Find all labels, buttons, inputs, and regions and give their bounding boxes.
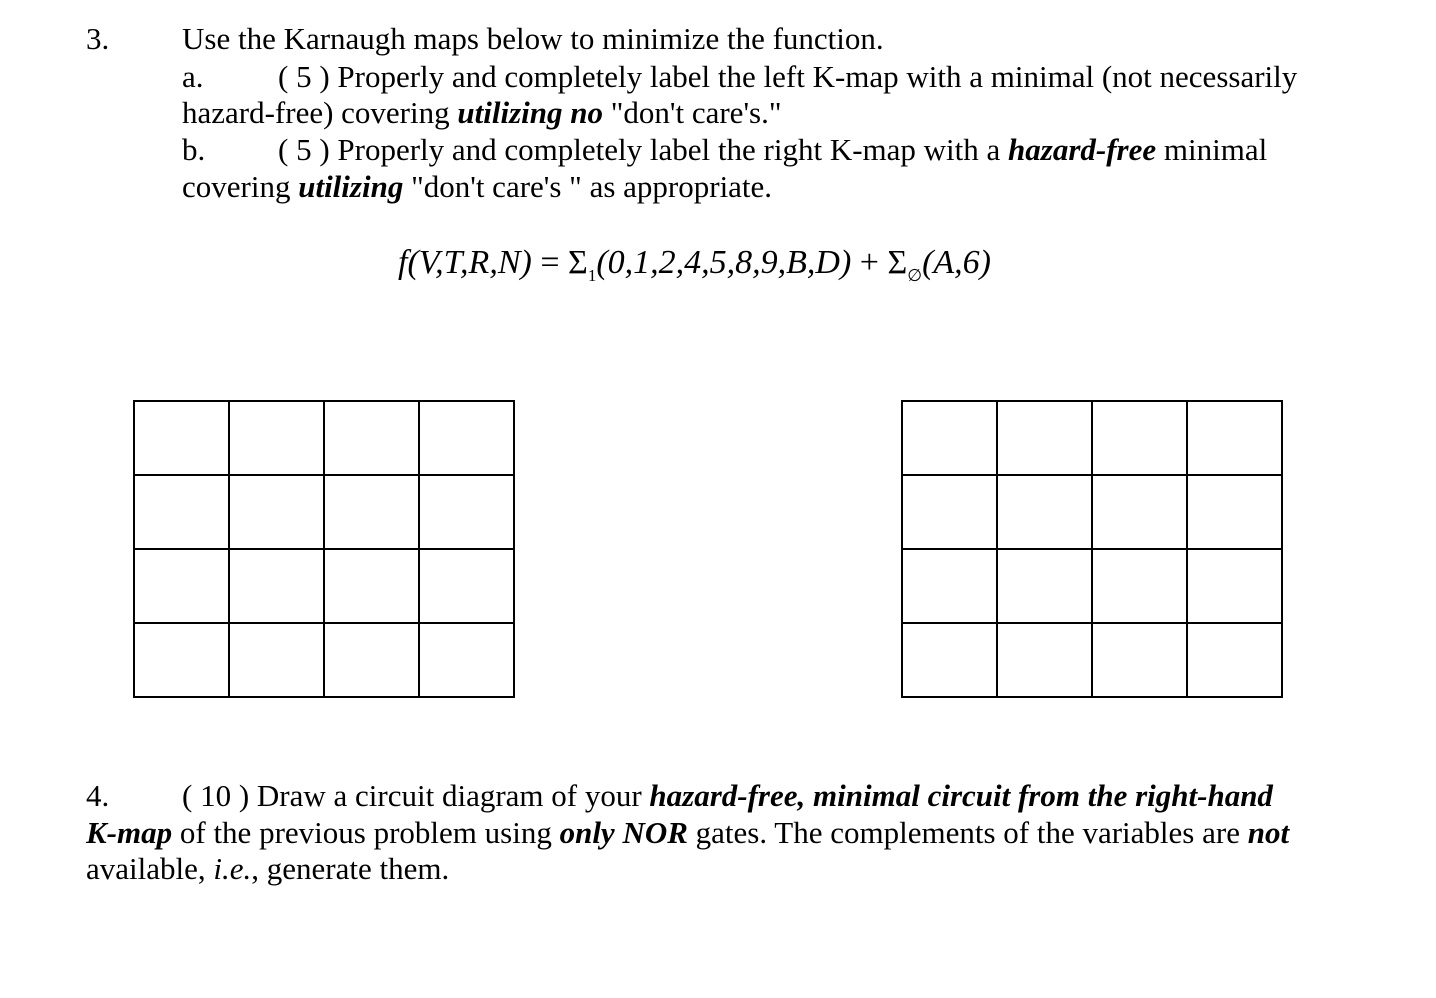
q4-line2 [86,815,1289,851]
kmap-cell[interactable] [419,401,514,475]
kmap-cell[interactable] [229,549,324,623]
kmap-row [134,475,514,549]
q3b-letter: b. [182,132,206,167]
formula-vars: (V,T,R,N) [407,244,532,281]
q4-t2d: gates. The complements of the variables are [687,815,1248,850]
q4-t3c: , generate them. [251,851,450,886]
formula-lhs: f [398,244,408,281]
q3a-points: ( 5 ) [278,59,330,94]
kmap-cell[interactable] [419,475,514,549]
q4-t1a: Draw a circuit diagram of your [249,778,650,813]
kmap-row [902,623,1282,697]
q4-t2a: K-map [86,815,173,850]
q3a-line2 [182,95,782,131]
q3b-text2c: "don't care's " as appropriate. [403,169,773,204]
kmap-cell[interactable] [997,401,1092,475]
q3b-line1 [278,132,1267,168]
formula-sub-ones: 1 [587,266,597,285]
kmap-cell[interactable] [997,549,1092,623]
q3b-line2 [182,169,772,205]
formula-sigma-ones: Σ [568,244,588,281]
kmap-cell[interactable] [902,475,997,549]
q3a-text1: Properly and completely label the left K-map with a minimal (not necessarily [337,59,1298,94]
kmap-cell[interactable] [134,549,229,623]
kmap-row [134,549,514,623]
q3b-text1c: minimal [1156,132,1268,167]
q4-number: 4. [86,778,110,813]
kmap-cell[interactable] [1092,623,1187,697]
kmap-cell[interactable] [902,549,997,623]
kmap-row [902,401,1282,475]
q3a-letter: a. [182,59,204,94]
left-kmap [133,400,515,698]
kmap-cell[interactable] [134,401,229,475]
q3b-points: ( 5 ) [278,132,330,167]
kmap-cell[interactable] [324,475,419,549]
kmap-cell[interactable] [1187,401,1282,475]
q4-t2e: not [1247,815,1290,850]
kmap-cell[interactable] [1092,401,1187,475]
q3a-text2b: utilizing no [457,95,603,130]
kmap-cell[interactable] [324,401,419,475]
q3b-text1a: Properly and completely label the right K-map with a [337,132,1009,167]
kmap-cell[interactable] [902,401,997,475]
kmap-cell[interactable] [902,623,997,697]
formula-minterms: (0,1,2,4,5,8,9,B,D) [596,244,852,281]
kmap-cell[interactable] [1187,549,1282,623]
kmap-cell[interactable] [229,475,324,549]
q3a-text2c: "don't care's." [602,95,782,130]
kmap-cell[interactable] [134,475,229,549]
q3a-text2a: hazard-free) covering [182,95,458,130]
kmap-cell[interactable] [997,475,1092,549]
q3-number: 3. [86,21,110,56]
q4-t2c: only NOR [559,815,688,850]
q3b-text1b: hazard-free [1008,132,1157,167]
q3a-line1 [278,59,1297,95]
boolean-function-formula [398,238,991,301]
kmap-cell[interactable] [324,623,419,697]
q4-t2b: of the previous problem using [172,815,560,850]
kmap-cell[interactable] [1187,623,1282,697]
q3b-text2a: covering [182,169,299,204]
q4-t1b: hazard-free, minimal circuit from the right-hand [649,778,1273,813]
kmap-row [134,401,514,475]
q4-t3a: available, [86,851,214,886]
kmap-cell[interactable] [1187,475,1282,549]
kmap-cell[interactable] [419,623,514,697]
kmap-cell[interactable] [134,623,229,697]
kmap-cell[interactable] [1092,475,1187,549]
kmap-row [134,623,514,697]
formula-dontcares: (A,6) [922,244,991,281]
kmap-cell[interactable] [324,549,419,623]
q3-intro: Use the Karnaugh maps below to minimize the function. [182,21,884,56]
formula-eq: = [531,244,569,281]
formula-plus: + [851,244,888,281]
q3b-text2b: utilizing [298,169,404,204]
kmap-cell[interactable] [419,549,514,623]
kmap-row [902,475,1282,549]
kmap-cell[interactable] [229,623,324,697]
kmap-cell[interactable] [229,401,324,475]
q4-points: ( 10 ) [182,778,250,813]
q4-t3b: i.e. [213,851,252,886]
formula-sub-dontcare: ∅ [907,266,923,285]
kmap-row [902,549,1282,623]
right-kmap [901,400,1283,698]
q4-line3 [86,851,449,887]
q4-line1 [182,778,1273,814]
formula-sigma-dontcare: Σ [887,244,908,281]
kmap-cell[interactable] [1092,549,1187,623]
kmap-cell[interactable] [997,623,1092,697]
